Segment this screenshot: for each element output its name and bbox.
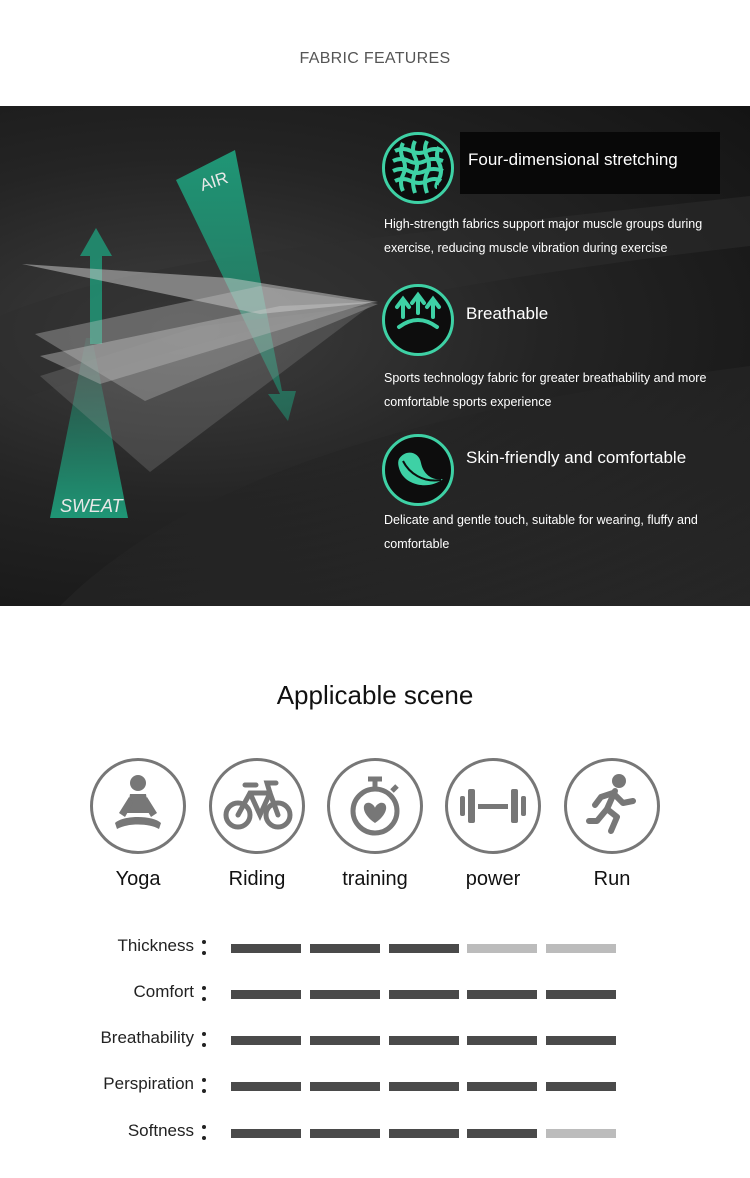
rating-colon [201, 1076, 207, 1096]
bicycle-icon [209, 758, 305, 854]
applicable-scene-heading: Applicable scene [276, 680, 474, 710]
yoga-icon [90, 758, 186, 854]
rating-label: Thickness [117, 936, 194, 955]
rating-label: Perspiration [103, 1074, 194, 1093]
rating-bar-filled [231, 944, 301, 953]
rating-bar-filled [546, 1082, 616, 1091]
feature-title: Breathable [466, 304, 549, 323]
feature-title: Skin-friendly and comfortable [466, 448, 687, 467]
rating-bar-filled [389, 1036, 459, 1045]
feature-description-line: Sports technology fabric for greater breathability and more [384, 371, 707, 385]
scene-riding [207, 758, 307, 891]
rating-bar-filled [389, 1129, 459, 1138]
rating-bar-filled [546, 990, 616, 999]
rating-label: Softness [127, 1121, 194, 1140]
breathable-arrows-icon [382, 284, 454, 356]
rating-bar-empty [467, 944, 537, 953]
rating-bar-filled [310, 1129, 380, 1138]
feather-icon [382, 434, 454, 506]
rating-bar-filled [389, 990, 459, 999]
rating-bar-filled [310, 990, 380, 999]
scene-label: Run [593, 868, 631, 890]
rating-bar-filled [231, 1129, 301, 1138]
rating-bar-empty [546, 944, 616, 953]
rating-row [0, 980, 750, 1010]
rating-bar-filled [467, 1129, 537, 1138]
rating-bar-empty [546, 1129, 616, 1138]
rating-label: Comfort [133, 982, 194, 1001]
mesh-stretch-icon [382, 132, 454, 204]
scene-power [443, 758, 543, 891]
rating-row [0, 934, 750, 964]
runner-icon [564, 758, 660, 854]
feature-description [384, 508, 734, 556]
rating-row [0, 1072, 750, 1102]
fabric-features-heading: FABRIC FEATURES [299, 50, 451, 67]
scene-label: Yoga [115, 868, 161, 890]
rating-label: Breathability [100, 1028, 194, 1047]
fabric-features-banner [0, 106, 750, 606]
feature-description-line: Delicate and gentle touch, suitable for wearing, fluffy and [384, 513, 698, 527]
rating-colon [201, 1123, 207, 1143]
feature-description-line: High-strength fabrics support major muscle groups during [384, 217, 703, 231]
feature-description-line: comfortable sports experience [384, 395, 552, 409]
rating-bar-filled [467, 990, 537, 999]
scene-label: training [342, 868, 408, 890]
rating-bar-filled [310, 1036, 380, 1045]
rating-bar-filled [467, 1036, 537, 1045]
scene-label: power [465, 868, 521, 890]
rating-bar-filled [467, 1082, 537, 1091]
rating-bar-filled [389, 944, 459, 953]
rating-bar-filled [231, 990, 301, 999]
stopwatch-heart-icon [327, 758, 423, 854]
feature-description [384, 366, 734, 414]
feature-description-line: exercise, reducing muscle vibration during exercise [384, 241, 668, 255]
rating-bar-filled [310, 1082, 380, 1091]
rating-bar-filled [231, 1036, 301, 1045]
dumbbell-icon [445, 758, 541, 854]
feature-description [384, 212, 734, 260]
feature-title: Four-dimensional stretching [460, 132, 720, 194]
feature-description-line: comfortable [384, 537, 450, 551]
scene-yoga [88, 758, 188, 891]
rating-bar-filled [310, 944, 380, 953]
scene-label: Riding [228, 868, 286, 890]
scene-training [325, 758, 425, 891]
rating-row [0, 1026, 750, 1056]
rating-bar-filled [389, 1082, 459, 1091]
rating-bar-filled [546, 1036, 616, 1045]
rating-colon [201, 1030, 207, 1050]
rating-colon [201, 984, 207, 1004]
rating-row [0, 1119, 750, 1149]
air-arrow-label: AIR [197, 168, 231, 195]
sweat-arrow-label: SWEAT [60, 496, 123, 516]
rating-colon [201, 938, 207, 958]
scene-run [562, 758, 662, 891]
rating-bar-filled [231, 1082, 301, 1091]
